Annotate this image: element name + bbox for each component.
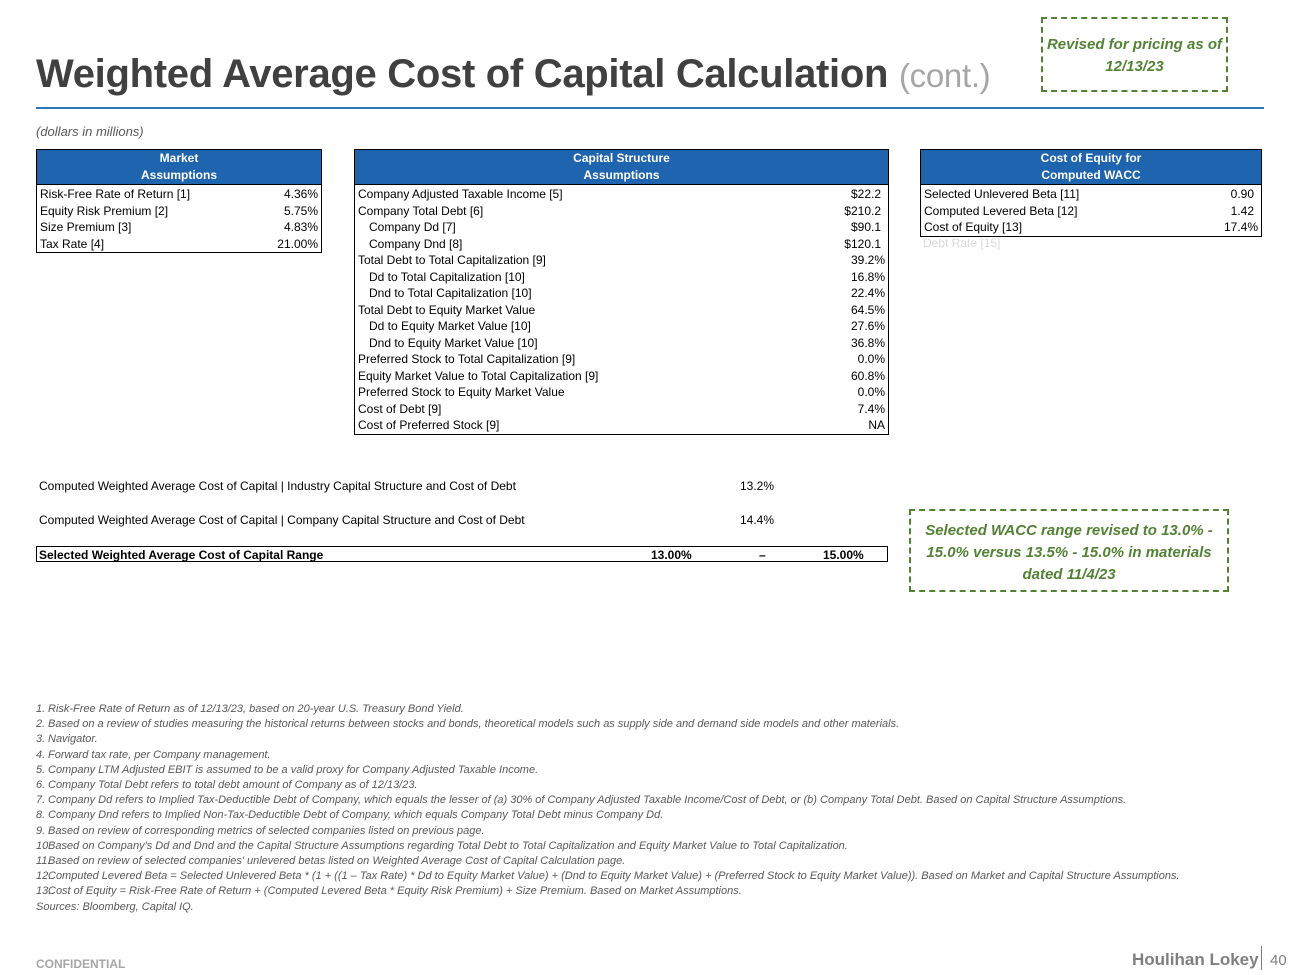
sources-line: Sources: Bloomberg, Capital IQ. (36, 900, 194, 913)
footnote: 9. Based on review of corresponding metrics of selected companies listed on previous page. (36, 824, 485, 837)
industry-wacc-label: Computed Weighted Average Cost of Capital | Industry Capital Structure and Cost of Debt (39, 479, 516, 493)
table-row (37, 185, 322, 203)
table-row (355, 285, 889, 302)
row-value: $120.1 (844, 236, 881, 251)
range-separator: – (759, 548, 766, 562)
row-label: Risk-Free Rate of Return [1] (40, 187, 191, 202)
table-row (355, 417, 889, 434)
footnote: 12. Computed Levered Beta = Selected Unlevered Beta * (1 + ((1 – Tax Rate) * Dd to Equity Market Value) + (Dnd to Equity Market Value) + (Preferred Stock to Equity Market Value)). Based on Market and Capital Structure Assumptions. (36, 870, 1180, 883)
market-assumptions-table (36, 149, 322, 253)
row-value: 21.00% (277, 236, 318, 251)
capital-structure-heading (355, 150, 889, 185)
cost-of-equity-heading (921, 150, 1262, 185)
footnote: 10. Based on Company's Dd and Dnd and the Capital Structure Assumptions regarding Total Debt to Total Capitalization and Equity Market Value to Total Capitalization. (36, 839, 848, 852)
row-value: 7.4% (857, 401, 885, 416)
footnote: 4. Forward tax rate, per Company management. (36, 748, 271, 761)
footnote: 11. Based on review of selected companies' unlevered betas listed on Weighted Average Cost of Capital Calculation page. (36, 855, 626, 868)
row-label: Total Debt to Total Capitalization [9] (358, 253, 546, 268)
table-row (921, 203, 1262, 220)
table-row (355, 335, 889, 352)
row-label: Company Total Debt [6] (358, 203, 484, 218)
page-title-suffix: (cont.) (898, 57, 991, 94)
company-wacc-label: Computed Weighted Average Cost of Capital | Company Capital Structure and Cost of Debt (39, 513, 525, 527)
row-label: Cost of Equity [13] (924, 220, 1023, 235)
row-label: Total Debt to Equity Market Value (358, 302, 536, 317)
range-high: 15.00% (823, 548, 864, 562)
range-low: 13.00% (651, 548, 692, 562)
row-value: 36.8% (850, 335, 885, 350)
table-row (355, 302, 889, 319)
table-row (355, 384, 889, 401)
row-value: $90.1 (850, 220, 881, 235)
row-label: Dd to Equity Market Value [10] (369, 319, 531, 334)
row-label: Preferred Stock to Total Capitalization [9] (358, 352, 576, 367)
row-label: Company Dd [7] (369, 220, 456, 235)
table-row (355, 236, 889, 253)
footnotes (36, 702, 1266, 915)
row-label: Tax Rate [4] (40, 236, 105, 251)
table-row (37, 219, 322, 236)
footnote: 3. Navigator. (36, 733, 98, 746)
hidden-debt-rate-label: Debt Rate [15] (923, 236, 1001, 250)
table-row (355, 318, 889, 335)
row-value: 0.0% (857, 352, 885, 367)
company-wacc-value: 14.4% (740, 513, 775, 527)
row-value: 16.8% (850, 269, 885, 284)
row-value: $22.2 (850, 187, 881, 202)
table-row (355, 185, 889, 203)
row-label: Company Dnd [8] (369, 236, 463, 251)
page-title (36, 52, 990, 97)
row-label: Cost of Debt [9] (358, 401, 442, 416)
row-label: Company Adjusted Taxable Income [5] (358, 187, 563, 202)
row-label: Preferred Stock to Equity Market Value (358, 385, 565, 400)
footnote: 13. Cost of Equity = Risk-Free Rate of Return + (Computed Levered Beta * Equity Risk Premium) + Size Premium. Based on Market Assumptions. (36, 885, 742, 898)
footnote: 8. Company Dnd refers to Implied Non-Tax-Deductible Debt of Company, which equals Company Total Debt minus Company Dd. (36, 809, 664, 822)
table-row (37, 236, 322, 253)
row-label: Equity Risk Premium [2] (40, 203, 169, 218)
row-label: Cost of Preferred Stock [9] (358, 418, 500, 433)
table-row (355, 351, 889, 368)
row-label: Equity Market Value to Total Capitalization [9] (358, 368, 599, 383)
row-label: Dnd to Equity Market Value [10] (369, 335, 538, 350)
table-row (921, 219, 1262, 236)
footer-divider (1261, 946, 1262, 970)
title-divider (36, 107, 1264, 109)
capital-heading-line2: Assumptions (583, 168, 660, 182)
equity-heading-line1: Cost of Equity for (1040, 151, 1142, 165)
market-assumptions-heading (37, 150, 322, 185)
row-value: NA (868, 418, 885, 433)
market-heading-line1: Market (159, 151, 199, 165)
footnote: 5. Company LTM Adjusted EBIT is assumed to be a valid proxy for Company Adjusted Taxable Income. (36, 763, 539, 776)
cost-of-equity-table (920, 149, 1262, 237)
table-row (355, 203, 889, 220)
table-row (355, 269, 889, 286)
row-value: 22.4% (850, 286, 885, 301)
wacc-revision-callout: Selected WACC range revised to 13.0% - 15.0% versus 13.5% - 15.0% in materials dated 11/4/23 (909, 509, 1229, 592)
table-row (37, 203, 322, 220)
row-label: Dd to Total Capitalization [10] (369, 269, 525, 284)
footnote: 2. Based on a review of studies measuring the historical returns between stocks and bonds, theoretical models such as supply side and demand side models and other materials. (36, 718, 900, 731)
industry-wacc-value: 13.2% (740, 479, 775, 493)
row-value: $210.2 (844, 203, 881, 218)
units-note: (dollars in millions) (36, 124, 144, 139)
row-value: 17.4% (1223, 220, 1258, 235)
selected-wacc-range (36, 546, 888, 562)
capital-structure-table (354, 149, 889, 435)
range-label: Selected Weighted Average Cost of Capital Range (39, 548, 324, 562)
row-value: 39.2% (850, 253, 885, 268)
market-heading-line2: Assumptions (140, 168, 217, 182)
page-title-main: Weighted Average Cost of Capital Calculation (36, 52, 889, 96)
row-value: 5.75% (283, 203, 318, 218)
row-label: Selected Unlevered Beta [11] (924, 187, 1080, 202)
row-label: Dnd to Total Capitalization [10] (369, 286, 532, 301)
equity-heading-line2: Computed WACC (1041, 168, 1141, 182)
confidential-label: CONFIDENTIAL (36, 957, 126, 971)
table-row (355, 252, 889, 269)
table-row (355, 219, 889, 236)
table-row (355, 401, 889, 418)
row-value: 60.8% (850, 368, 885, 383)
row-value: 64.5% (850, 302, 885, 317)
row-value: 1.42 (1230, 203, 1254, 218)
footnote: 1. Risk-Free Rate of Return as of 12/13/23, based on 20-year U.S. Treasury Bond Yield. (36, 703, 464, 715)
capital-heading-line1: Capital Structure (573, 151, 670, 165)
footnote: 7. Company Dd refers to Implied Tax-Deductible Debt of Company, which equals the lesser of (a) 30% of Company Adjusted Taxable Income/Cost of Debt, or (b) Company Total Debt. Based on Capital Structure Assumptions. (36, 794, 1127, 807)
brand-logo: Houlihan Lokey (1132, 950, 1259, 969)
row-value: 0.90 (1230, 187, 1254, 202)
row-value: 27.6% (850, 319, 885, 334)
page-number: 40 (1270, 952, 1287, 969)
revised-pricing-callout: Revised for pricing as of 12/13/23 (1041, 17, 1228, 92)
row-value: 4.83% (283, 220, 318, 235)
row-label: Computed Levered Beta [12] (924, 203, 1078, 218)
row-value: 4.36% (283, 187, 318, 202)
table-row (921, 185, 1262, 203)
footnote: 6. Company Total Debt refers to total debt amount of Company as of 12/13/23. (36, 779, 418, 792)
table-row (355, 368, 889, 385)
row-value: 0.0% (857, 385, 885, 400)
row-label: Size Premium [3] (40, 220, 132, 235)
